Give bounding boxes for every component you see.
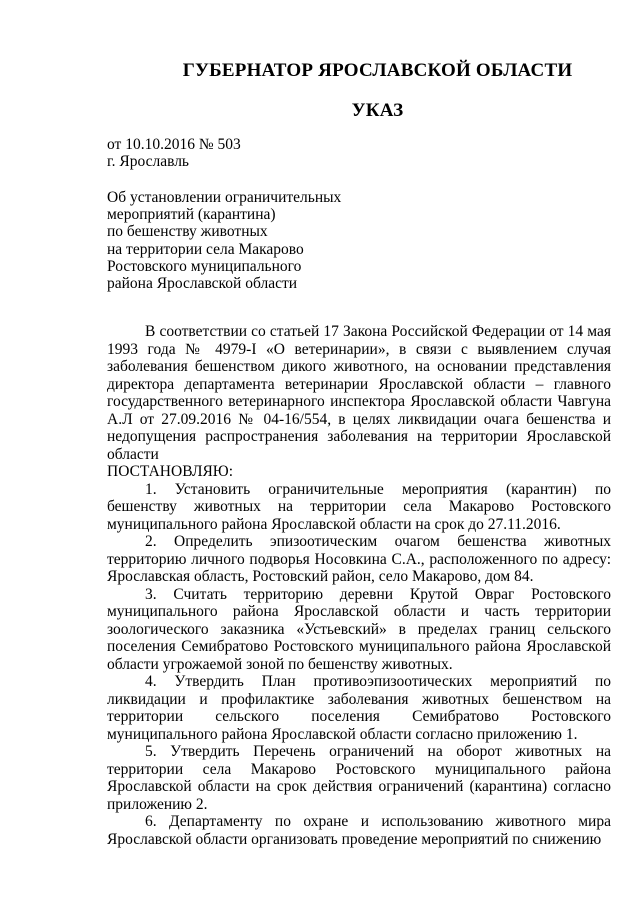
subject-line: Об установлении ограничительных [107, 189, 342, 206]
subject-line: мероприятий (карантина) [107, 206, 276, 224]
subject-line: Ростовского муниципального [107, 257, 302, 275]
decree-item-6: 6. Департаменту по охране и использованию животного мира Ярославской области организовать проведение мероприятий по снижению [107, 813, 611, 848]
preamble-paragraph: В соответствии со статьей 17 Закона Российской Федерации от 14 мая 1993 года № 4979-I «О ветеринарии», в связи с выявлением случая заболевания бешенством дикого животного, на основании представления директора департамента ветеринарии Ярославской области – главного государственного ветеринарного инспектора Ярославской области Чавгуна А.Л от 27.09.2016 № 04-16/554, в целях ликвидации очага бешенства и недопущения распространения заболевания на территории Ярославской области [107, 323, 611, 463]
decree-word: ПОСТАНОВЛЯЮ: [107, 463, 234, 480]
decree-item-2: 2. Определить эпизоотическим очагом бешенства животных территорию личного подворья Носовкина С.А., расположенного по адресу: Ярославская область, Ростовский район, село Макарово, дом 84. [107, 533, 611, 585]
subject-line: на территории села Макарово [107, 240, 304, 258]
decree-body [107, 323, 611, 848]
decree-item-5: 5. Утвердить Перечень ограничений на оборот животных на территории села Макарово Ростовского муниципального района Ярославской области на срок действия ограничений (карантина) согласно приложению 2. [107, 743, 611, 813]
subject-line: района Ярославской области [107, 275, 298, 293]
subject-line: по бешенству животных [107, 223, 268, 241]
city: г. Ярославль [107, 153, 189, 170]
document-type-title: УКАЗ [351, 100, 404, 121]
subject-block [107, 189, 341, 292]
decree-item-3: 3. Считать территорию деревни Крутой Овраг Ростовского муниципального района Ярославской области и часть территории зоологического заказника «Устьевский» в пределах границ сельского поселения Семибратово Ростовского муниципального района Ярославской области угрожаемой зоной по бешенству животных. [107, 585, 611, 673]
decree-item-1: 1. Установить ограничительные мероприятия (карантин) по бешенству животных на территории села Макарово Ростовского муниципального района Ярославской области на срок до 27.11.2016. [107, 480, 611, 533]
date-number: от 10.10.2016 № 503 [107, 136, 241, 153]
decree-item-4: 4. Утвердить План противоэпизоотических мероприятий по ликвидации и профилактике заболевания животных бешенством на территории сельского поселения Семибратово Ростовского муниципального района Ярославской области согласно приложению 1. [107, 673, 611, 743]
authority-title: ГУБЕРНАТОР ЯРОСЛАВСКОЙ ОБЛАСТИ [182, 60, 573, 81]
